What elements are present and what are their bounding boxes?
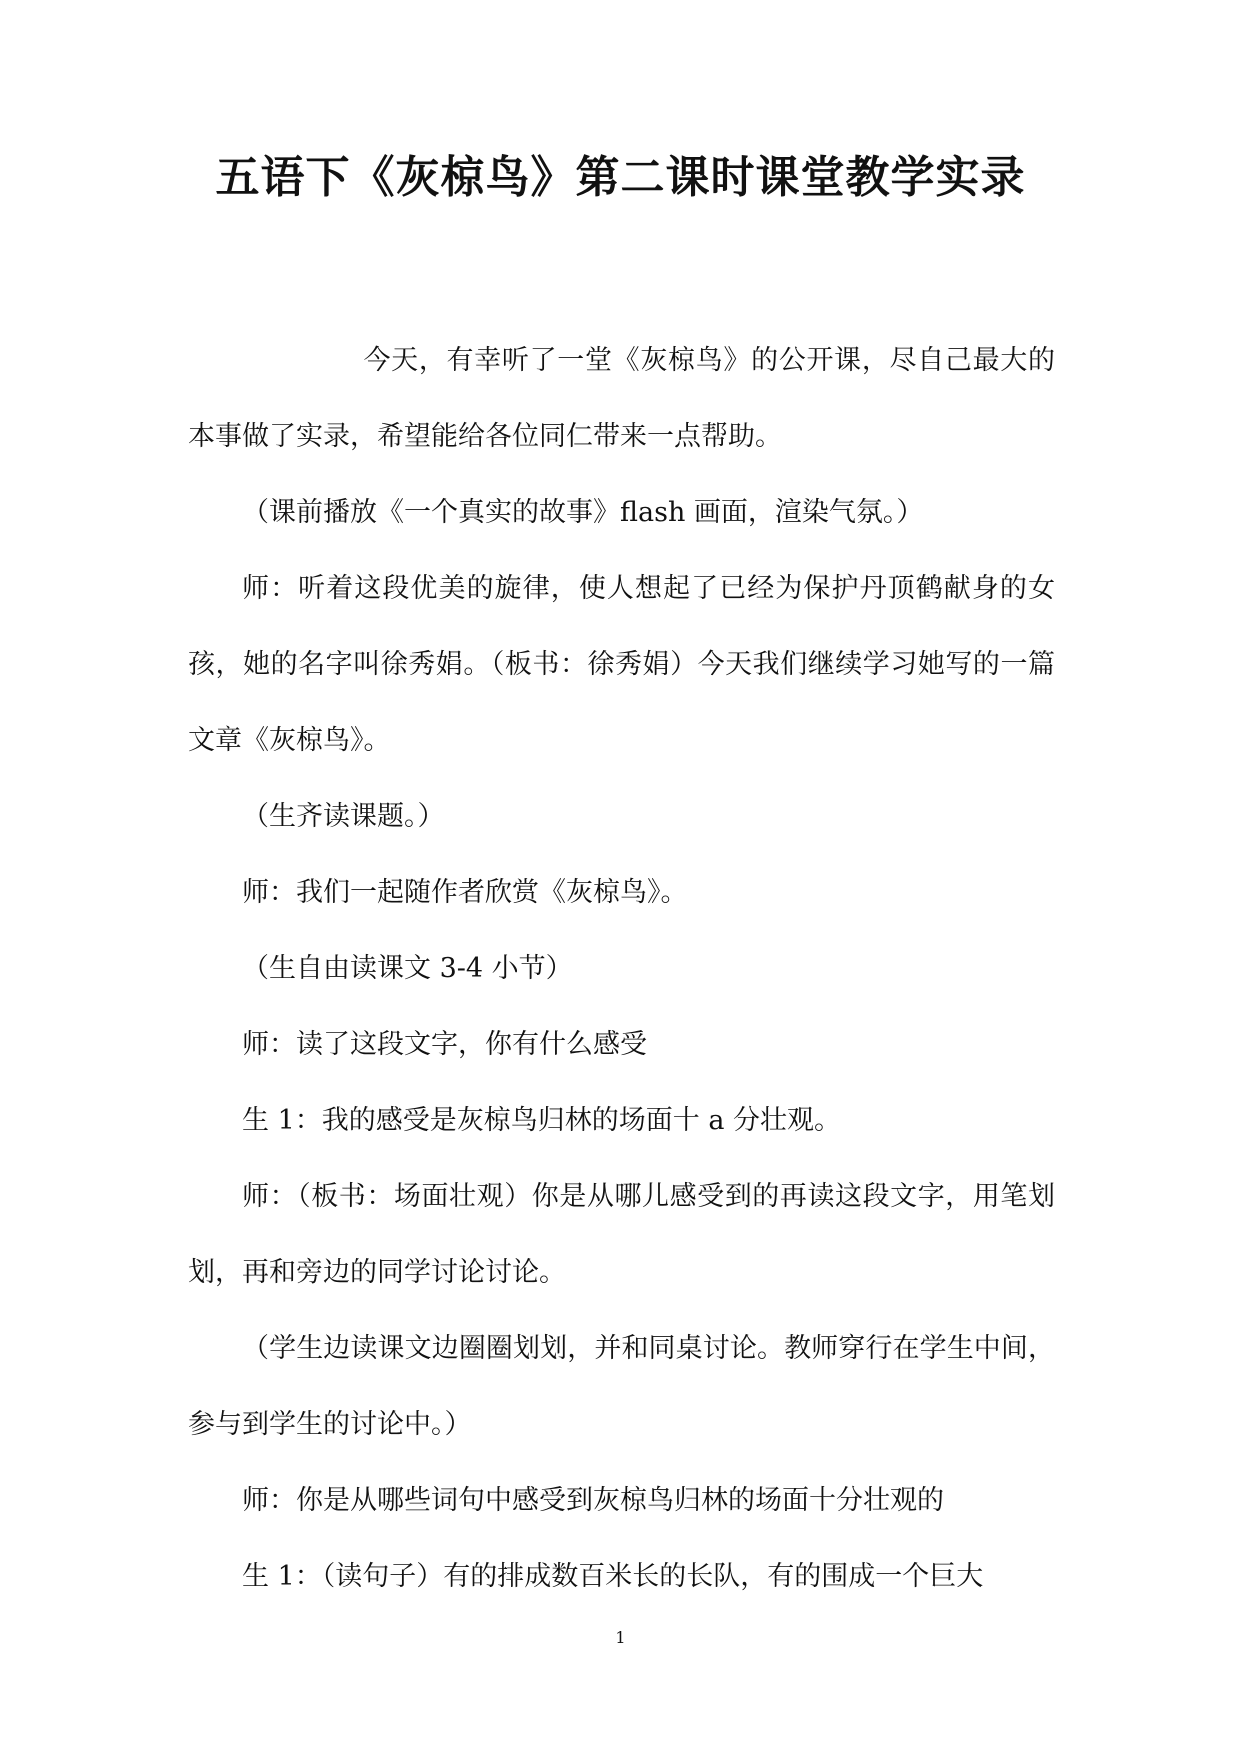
paragraph: （课前播放《一个真实的故事》flash 画面，渲染气氛。）	[242, 497, 924, 528]
paragraph: （学生边读课文边圈圈划划，并和同桌讨论。教师穿行在学生中间，参与到学生的讨论中。）	[188, 1333, 1055, 1440]
paragraph: 生 1：（读句子）有的排成数百米长的长队，有的围成一个巨大	[242, 1561, 984, 1592]
paragraph: 师：（板书：场面壮观）你是从哪儿感受到的再读这段文字，用笔划划，再和旁边的同学讨论讨论。	[188, 1181, 1055, 1288]
paragraph: 生 1：我的感受是灰椋鸟归林的场面十 a 分壮观。	[242, 1105, 842, 1136]
page-number: 1	[615, 1628, 626, 1647]
paragraph: 师：听着这段优美的旋律，使人想起了已经为保护丹顶鹤献身的女孩，她的名字叫徐秀娟。（板书：徐秀娟）今天我们继续学习她写的一篇文章《灰椋鸟》。	[188, 573, 1055, 756]
paragraph: （生自由读课文 3-4 小节）	[242, 953, 573, 984]
document-title: 五语下《灰椋鸟》第二课时课堂教学实录	[215, 152, 1026, 203]
paragraph: 师：我们一起随作者欣赏《灰椋鸟》。	[242, 877, 688, 908]
paragraph: （生齐读课题。）	[242, 801, 445, 832]
paragraph: 今天，有幸听了一堂《灰椋鸟》的公开课，尽自己最大的本事做了实录，希望能给各位同仁带来一点帮助。	[188, 345, 1055, 452]
paragraph: 师：读了这段文字，你有什么感受	[242, 1029, 647, 1060]
paragraph: 师：你是从哪些词句中感受到灰椋鸟归林的场面十分壮观的	[242, 1485, 944, 1516]
document-body	[188, 323, 1055, 1615]
